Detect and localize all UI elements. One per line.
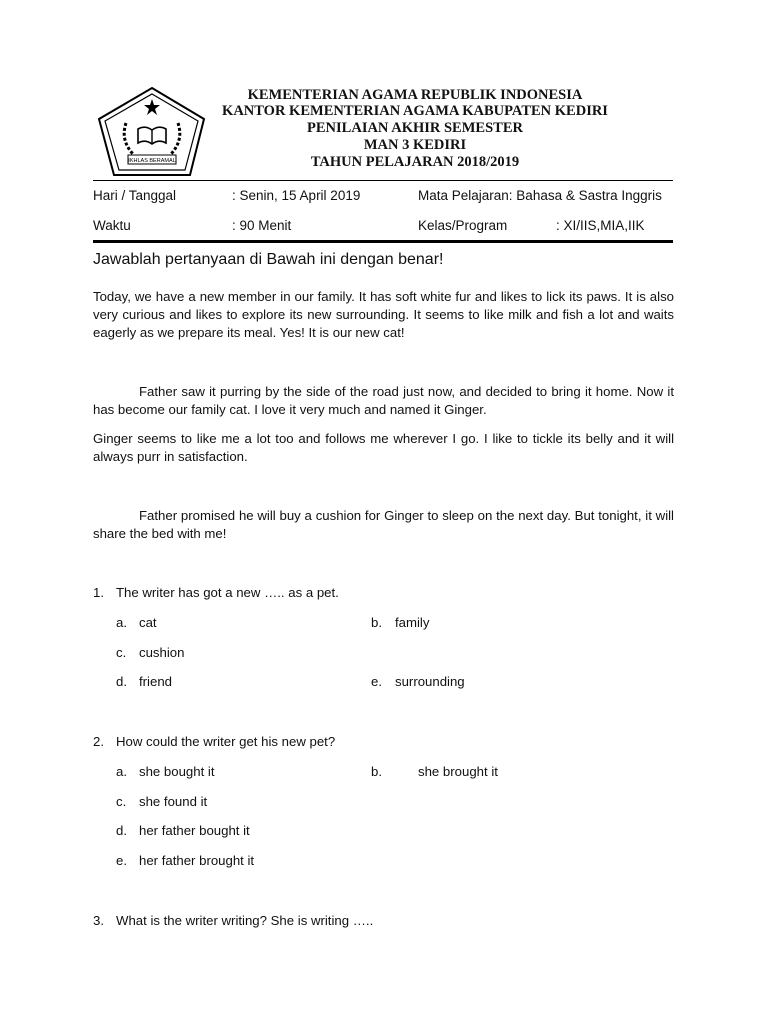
time-value: : 90 Menit <box>232 218 292 233</box>
q1-option-d: friend <box>139 674 172 689</box>
passage-paragraph-3: Ginger seems to like me a lot too and follows me wherever I go. I like to tickle its belly and it will always purr in satisfaction. <box>93 431 674 464</box>
question-3-text: What is the writer writing? She is writing ….. <box>116 913 374 928</box>
q1-option-a: cat <box>139 615 157 630</box>
q1-option-b: family <box>395 615 430 630</box>
q2-option-d-letter: d. <box>116 823 127 838</box>
class-value: : XI/IIS,MIA,IIK <box>556 218 645 233</box>
question-2-number: 2. <box>93 734 104 749</box>
q2-option-b: she brought it <box>418 764 498 779</box>
ministry-emblem-icon <box>96 85 208 177</box>
header-ministry: KEMENTERIAN AGAMA REPUBLIK INDONESIA <box>247 87 583 103</box>
q1-option-d-letter: d. <box>116 674 127 689</box>
q2-option-a: she bought it <box>139 764 215 779</box>
q2-option-d: her father bought it <box>139 823 250 838</box>
info-divider <box>93 240 673 243</box>
q1-option-a-letter: a. <box>116 615 127 630</box>
question-1-text: The writer has got a new ….. as a pet. <box>116 585 339 600</box>
class-label: Kelas/Program <box>418 218 508 233</box>
q2-option-e: her father brought it <box>139 853 255 868</box>
header-divider <box>93 180 673 181</box>
passage-paragraph-1: Today, we have a new member in our family. It has soft white fur and likes to lick its paws. It is also very curious and likes to explore its new surrounding. It seems to like milk and fish a lot and waits eagerly as we prepare its meal. Yes! It is our new cat! <box>93 289 674 340</box>
day-value: : Senin, 15 April 2019 <box>232 188 361 203</box>
passage-paragraph-4: Father promised he will buy a cushion for Ginger to sleep on the next day. But tonight, it will share the bed with me! <box>93 508 674 541</box>
time-label: Waktu <box>93 218 131 233</box>
header-year: TAHUN PELAJARAN 2018/2019 <box>310 154 520 170</box>
question-3-number: 3. <box>93 913 104 928</box>
q2-option-c-letter: c. <box>116 794 127 809</box>
question-1-number: 1. <box>93 585 104 600</box>
passage-paragraph-2: Father saw it purring by the side of the road just now, and decided to bring it home. Now it has become our family cat. I love it very much and named it Ginger. <box>93 384 674 417</box>
instruction: Jawablah pertanyaan di Bawah ini dengan benar! <box>93 251 444 268</box>
q1-option-e-letter: e. <box>371 674 382 689</box>
q2-option-a-letter: a. <box>116 764 127 779</box>
header-exam: PENILAIAN AKHIR SEMESTER <box>307 120 523 136</box>
q1-option-b-letter: b. <box>371 615 382 630</box>
q2-option-c: she found it <box>139 794 208 809</box>
q1-option-c: cushion <box>139 645 185 660</box>
header-office: KANTOR KEMENTERIAN AGAMA KABUPATEN KEDIRI <box>222 103 608 119</box>
subject-label: Mata Pelajaran: Bahasa & Sastra Inggris <box>418 188 662 203</box>
logo-motto: IKHLAS BERAMAL <box>128 158 176 164</box>
q2-option-b-letter: b. <box>371 764 382 779</box>
day-label: Hari / Tanggal <box>93 188 177 203</box>
q2-option-e-letter: e. <box>116 853 127 868</box>
ministry-logo <box>96 85 208 177</box>
question-2-text: How could the writer get his new pet? <box>116 734 336 749</box>
header-school: MAN 3 KEDIRI <box>363 137 467 153</box>
q1-option-c-letter: c. <box>116 645 127 660</box>
q1-option-e: surrounding <box>395 674 465 689</box>
